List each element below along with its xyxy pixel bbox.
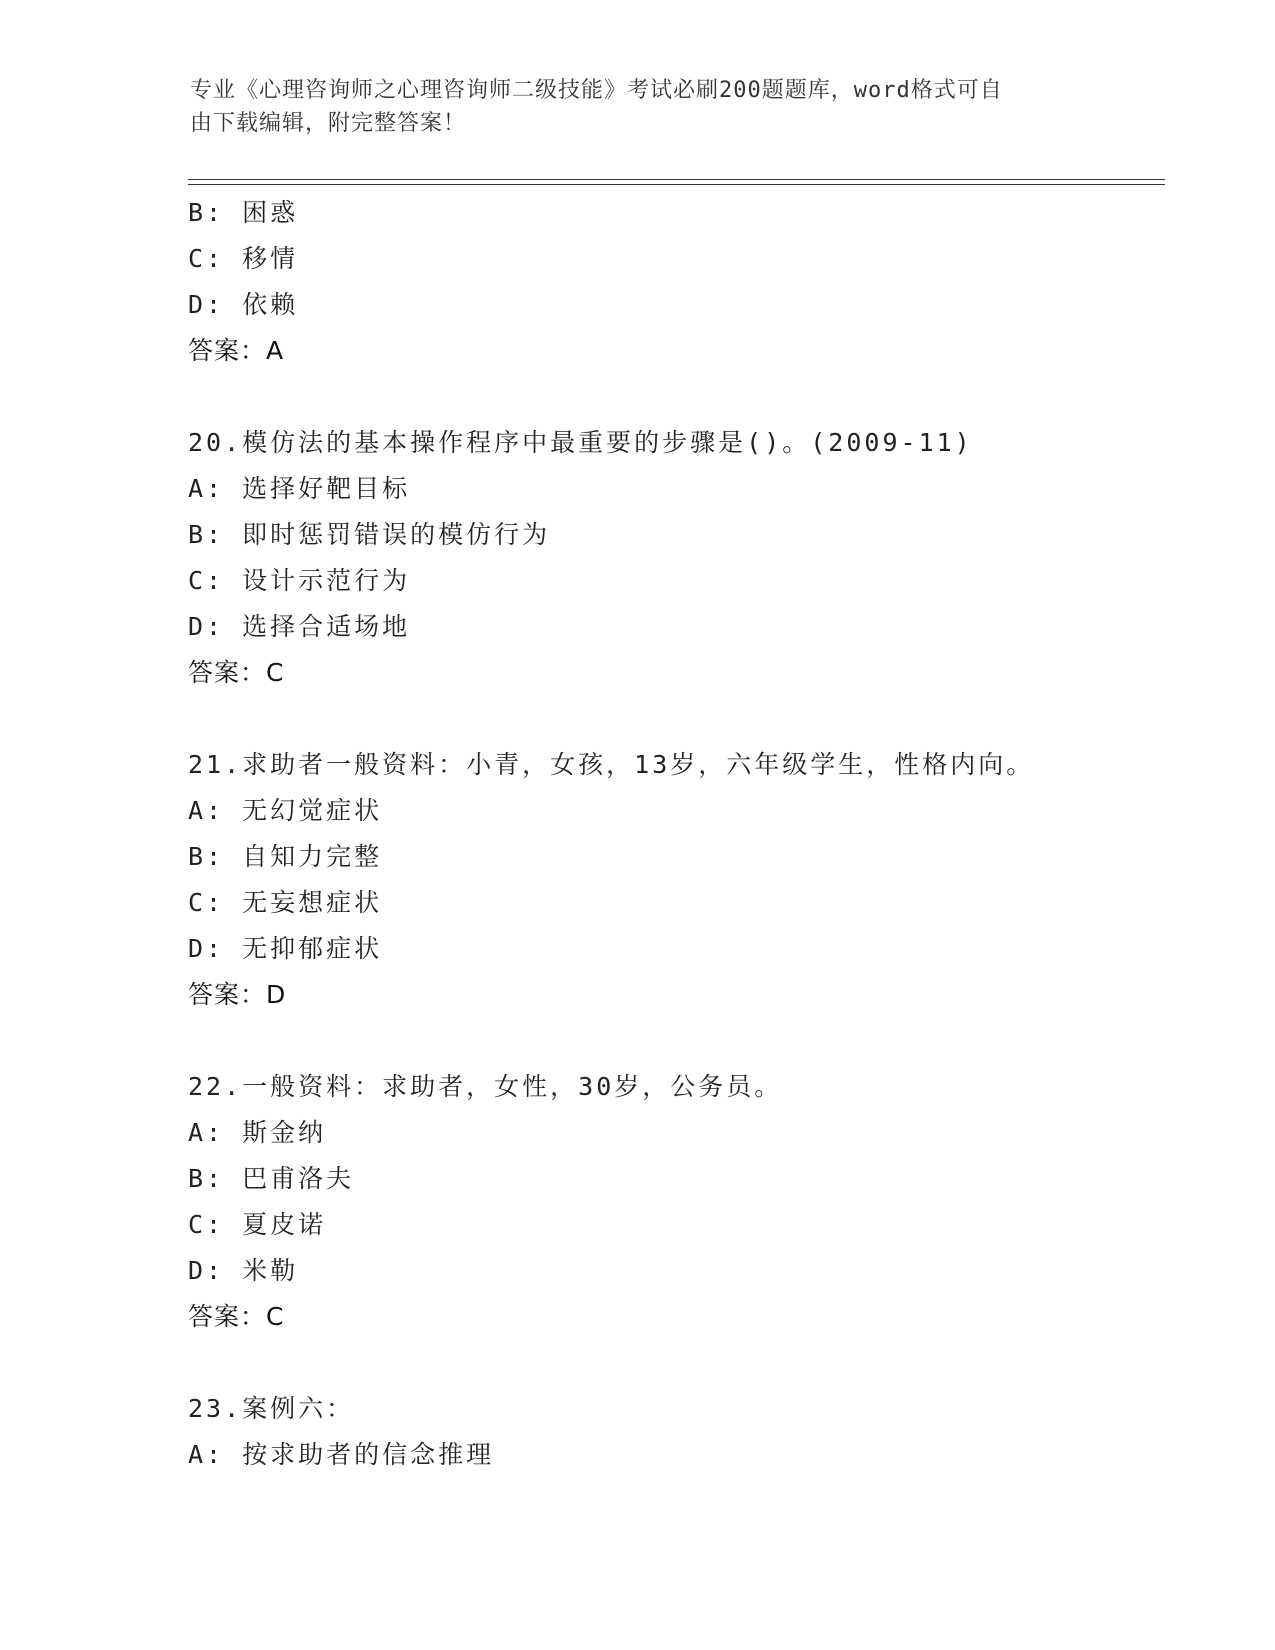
answer-option: C: 设计示范行为 <box>188 566 411 595</box>
answer-option: A: 选择好靶目标 <box>188 474 411 503</box>
answer-option: B: 巴甫洛夫 <box>188 1164 355 1193</box>
spacer <box>188 1018 1168 1064</box>
answer-option: B: 自知力完整 <box>188 842 383 871</box>
answer-key: 答案：A <box>188 336 285 365</box>
answer-option: C: 夏皮诺 <box>188 1210 327 1239</box>
answer-option: C: 移情 <box>188 244 299 273</box>
spacer <box>188 374 1168 420</box>
answer-option: A: 按求助者的信念推理 <box>188 1440 495 1469</box>
question-list <box>188 190 1168 1478</box>
question-stem: 23.案例六： <box>188 1394 355 1423</box>
question-stem: 22.一般资料：求助者，女性，30岁，公务员。 <box>188 1072 783 1101</box>
answer-option: B: 困惑 <box>188 198 299 227</box>
answer-option: C: 无妄想症状 <box>188 888 383 917</box>
question-stem: 21.求助者一般资料：小青，女孩，13岁，六年级学生，性格内向。 <box>188 750 1035 779</box>
answer-option: B: 即时惩罚错误的模仿行为 <box>188 520 551 549</box>
header-divider <box>188 179 1165 185</box>
answer-key: 答案：C <box>188 658 285 687</box>
document-header <box>190 74 1090 140</box>
answer-option: D: 依赖 <box>188 290 299 319</box>
answer-option: D: 无抑郁症状 <box>188 934 383 963</box>
header-line-1: 专业《心理咨询师之心理咨询师二级技能》考试必刷200题题库，word格式可自 <box>190 78 1003 103</box>
answer-key: 答案：D <box>188 980 287 1009</box>
spacer <box>188 696 1168 742</box>
spacer <box>188 1340 1168 1386</box>
answer-option: D: 选择合适场地 <box>188 612 411 641</box>
answer-key: 答案：C <box>188 1302 285 1331</box>
question-stem: 20.模仿法的基本操作程序中最重要的步骤是()。(2009-11) <box>188 428 973 457</box>
answer-option: A: 斯金纳 <box>188 1118 327 1147</box>
answer-option: A: 无幻觉症状 <box>188 796 383 825</box>
header-line-2: 由下载编辑，附完整答案！ <box>190 111 467 136</box>
answer-option: D: 米勒 <box>188 1256 299 1285</box>
